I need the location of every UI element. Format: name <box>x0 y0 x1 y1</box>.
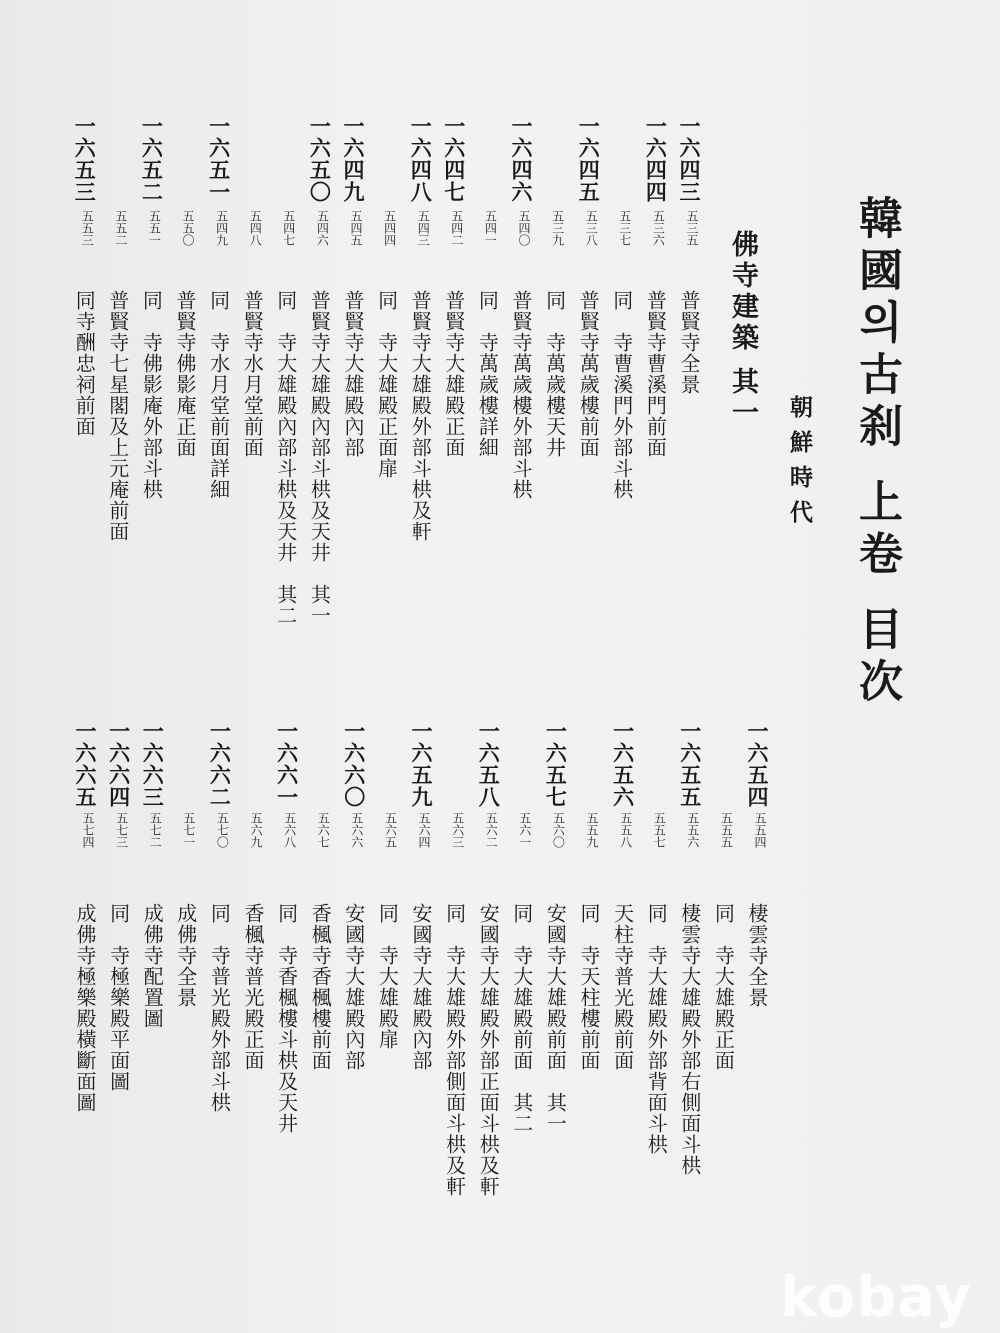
plate-number: 一六四五 <box>576 115 602 203</box>
page-number: 五四五 <box>349 210 363 246</box>
plate-number: 一六六〇 <box>341 720 367 808</box>
plate-caption: 同 寺水月堂前面詳細 <box>206 290 231 500</box>
plate-number: 一六五二 <box>139 115 165 203</box>
plate-caption: 成佛寺全景 <box>173 903 198 1008</box>
plate-caption: 普賢寺大雄殿外部斗栱及軒 <box>408 290 433 542</box>
page-number: 五七〇 <box>215 812 230 848</box>
plate-caption: 同 寺曹溪門外部斗栱 <box>609 290 634 500</box>
section-heading: 佛寺建築 其一 <box>727 230 758 430</box>
page-number: 五六〇 <box>551 812 566 848</box>
plate-caption: 普賢寺萬歲樓前面 <box>576 290 601 458</box>
plate-caption: 同 寺極樂殿平面圖 <box>106 903 131 1092</box>
page-number: 五五七 <box>652 812 667 848</box>
plate-caption: 普賢寺大雄殿正面 <box>441 290 466 458</box>
page-number: 五三七 <box>617 210 632 246</box>
page-number: 五六二 <box>484 812 499 848</box>
page-number: 五五八 <box>618 812 633 848</box>
page-number: 五五二 <box>113 210 128 246</box>
page-number: 五四〇 <box>517 210 531 246</box>
plate-number: 一六五七 <box>543 720 569 808</box>
page-number: 五四七 <box>281 210 296 246</box>
page-number: 五六八 <box>282 812 297 848</box>
plate-caption: 普賢寺佛影庵正面 <box>173 290 197 458</box>
page-number: 五六九 <box>249 812 263 848</box>
plate-caption: 普賢寺水月堂前面 <box>240 290 265 458</box>
plate-caption: 安國寺大雄殿前面 其一 <box>543 903 568 1134</box>
page-number: 五七一 <box>181 812 196 848</box>
page-number: 五七四 <box>81 812 95 848</box>
page-number: 五六七 <box>316 812 331 848</box>
page-number: 五四三 <box>416 210 431 246</box>
page-number: 五五六 <box>685 812 700 848</box>
plate-caption: 同 寺大雄殿正面扉 <box>374 290 399 479</box>
page-number: 五三六 <box>651 210 666 246</box>
plate-caption: 普賢寺大雄殿內部 <box>341 290 365 458</box>
page-number: 五三九 <box>550 210 565 246</box>
plate-caption: 普賢寺七星閣及上元庵前面 <box>105 290 130 542</box>
plate-number: 一六四四 <box>643 115 669 203</box>
plate-caption: 同 寺大雄殿外部側面斗栱及軒 <box>442 903 467 1197</box>
page-number: 五四二 <box>449 210 464 246</box>
plate-number: 一六五四 <box>745 720 770 808</box>
plate-number: 一六四六 <box>509 115 534 203</box>
page-number: 五七二 <box>148 812 163 848</box>
plate-caption: 安國寺大雄殿內部 <box>341 903 366 1071</box>
page-number: 五六四 <box>417 812 431 848</box>
plate-number: 一六六一 <box>274 720 300 808</box>
page-number: 五五五 <box>719 812 734 848</box>
page-number: 五五四 <box>753 812 767 848</box>
plate-caption: 同 寺大雄殿外部背面斗栱 <box>644 903 669 1155</box>
plate-number: 一六五三 <box>72 115 98 203</box>
plate-number: 一六五〇 <box>307 115 333 203</box>
plate-caption: 棲雲寺全景 <box>745 903 769 1008</box>
plate-caption: 同 寺萬歲樓詳細 <box>475 290 500 458</box>
plate-number: 一六六五 <box>73 720 98 808</box>
plate-caption: 香楓寺普光殿正面 <box>241 903 265 1071</box>
plate-caption: 同 寺天柱樓前面 <box>577 903 601 1071</box>
page-number: 五四四 <box>382 210 397 246</box>
plate-caption: 同 寺普光殿外部斗栱 <box>207 903 232 1113</box>
plate-number: 一六五一 <box>206 115 232 203</box>
plate-caption: 普賢寺萬歲樓外部斗栱 <box>509 290 533 500</box>
plate-number: 一六五六 <box>610 720 636 808</box>
plate-caption: 同寺酬忠祠前面 <box>72 290 97 437</box>
plate-number: 一六四八 <box>408 115 434 203</box>
plate-caption: 棲雲寺大雄殿外部右側面斗栱 <box>677 903 702 1176</box>
plate-number: 一六五九 <box>409 720 434 808</box>
page-number: 五六三 <box>450 812 465 848</box>
plate-caption: 同 寺萬歲樓天井 <box>542 290 567 458</box>
toc-title: 韓國의古刹 上卷 目次 <box>851 195 902 710</box>
plate-caption: 香楓寺香楓樓前面 <box>308 903 333 1071</box>
page-number: 五五九 <box>585 812 599 848</box>
plate-caption: 安國寺大雄殿外部正面斗栱及軒 <box>476 903 501 1197</box>
plate-caption: 同 寺佛影庵外部斗栱 <box>139 290 164 500</box>
plate-number: 一六六三 <box>140 720 166 808</box>
plate-number: 一六四九 <box>341 115 366 203</box>
plate-caption: 同 寺大雄殿內部斗栱及天井 其二 <box>273 290 298 626</box>
plate-number: 一六五五 <box>677 720 703 808</box>
page-number: 五五〇 <box>181 210 195 246</box>
page-number: 五六五 <box>383 812 398 848</box>
plate-number: 一六四七 <box>441 115 467 203</box>
plate-number: 一六五八 <box>476 720 502 808</box>
plate-caption: 成佛寺配置圖 <box>140 903 165 1029</box>
plate-caption: 成佛寺極樂殿橫斷面圖 <box>73 903 97 1113</box>
page-number: 五五三 <box>80 210 95 246</box>
plate-number: 一六六四 <box>106 720 132 808</box>
watermark-logo: kobay <box>780 1265 972 1330</box>
page-number: 五七三 <box>114 812 129 848</box>
page-number: 五六一 <box>517 812 532 848</box>
plate-caption: 安國寺大雄殿內部 <box>409 903 433 1071</box>
page-number: 五四九 <box>214 210 229 246</box>
page-number: 五三八 <box>584 210 599 246</box>
plate-caption: 同 寺大雄殿正面 <box>711 903 736 1071</box>
plate-caption: 普賢寺曹溪門前面 <box>643 290 668 458</box>
page-number: 五四六 <box>315 210 330 246</box>
plate-caption: 同 寺大雄殿前面 其二 <box>509 903 534 1134</box>
plate-number: 一六四三 <box>677 115 702 203</box>
plate-number: 一六六二 <box>207 720 233 808</box>
era-heading: 朝鮮時代 <box>786 395 813 535</box>
plate-caption: 同 寺大雄殿扉 <box>375 903 400 1050</box>
plate-caption: 普賢寺大雄殿內部斗栱及天井 其一 <box>307 290 332 626</box>
page-number: 五三五 <box>685 210 699 246</box>
page-number: 五五一 <box>147 210 162 246</box>
plate-caption: 同 寺香楓樓斗栱及天井 <box>274 903 299 1134</box>
page-number: 五六六 <box>349 812 364 848</box>
page-number: 五四一 <box>483 210 498 246</box>
plate-caption: 普賢寺全景 <box>677 290 701 395</box>
page-number: 五四八 <box>248 210 263 246</box>
plate-caption: 天柱寺普光殿前面 <box>610 903 635 1071</box>
